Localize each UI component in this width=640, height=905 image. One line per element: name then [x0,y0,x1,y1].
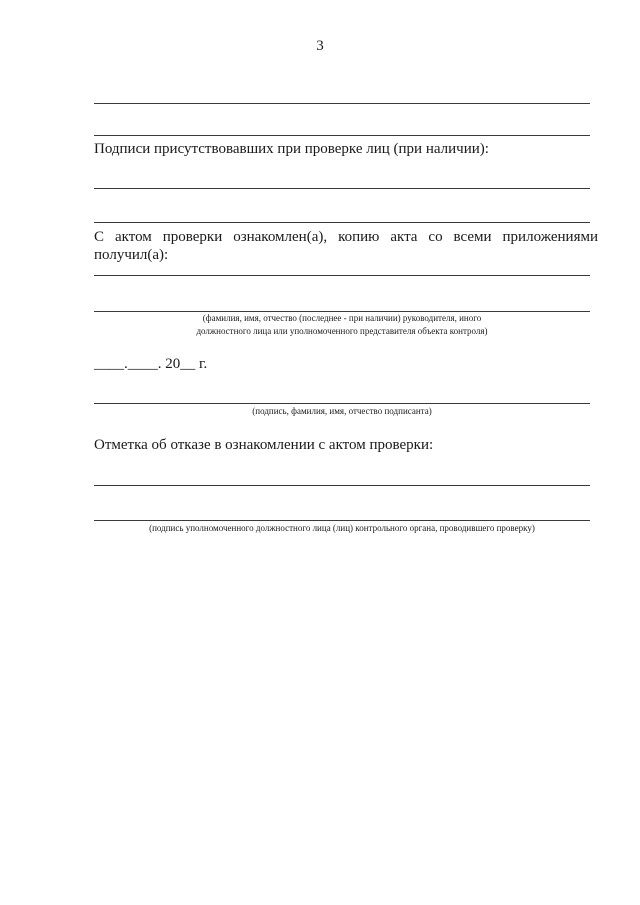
page-number: 3 [316,38,324,54]
blank-line [94,135,590,136]
acknowledgement-text: С актом проверки ознакомлен(а), копию акта со всеми приложениями получил(а): [94,229,598,263]
refusal-line [94,485,590,486]
representative-caption-line-2: должностного лица или уполномоченного представителя объекта контроля) [196,326,488,336]
signature-line [94,188,590,189]
official-caption: (подпись уполномоченного должностного лица (лиц) контрольного органа, проводившего проверку) [149,523,535,533]
signer-caption: (подпись, фамилия, имя, отчество подписанта) [252,406,432,416]
representative-caption-line-1: (фамилия, имя, отчество (последнее - при наличии) руководителя, иного [202,313,482,323]
blank-line [94,103,590,104]
signature-line [94,222,590,223]
official-signature-line [94,520,590,521]
signer-signature-line [94,403,590,404]
date-field: ____.____. 20__ г. [94,356,208,372]
representative-caption [94,312,590,338]
refusal-heading: Отметка об отказе в ознакомлении с актом проверки: [94,437,434,453]
recipient-line [94,275,590,276]
signatures-heading: Подписи присутствовавших при проверке лиц (при наличии): [94,141,489,157]
